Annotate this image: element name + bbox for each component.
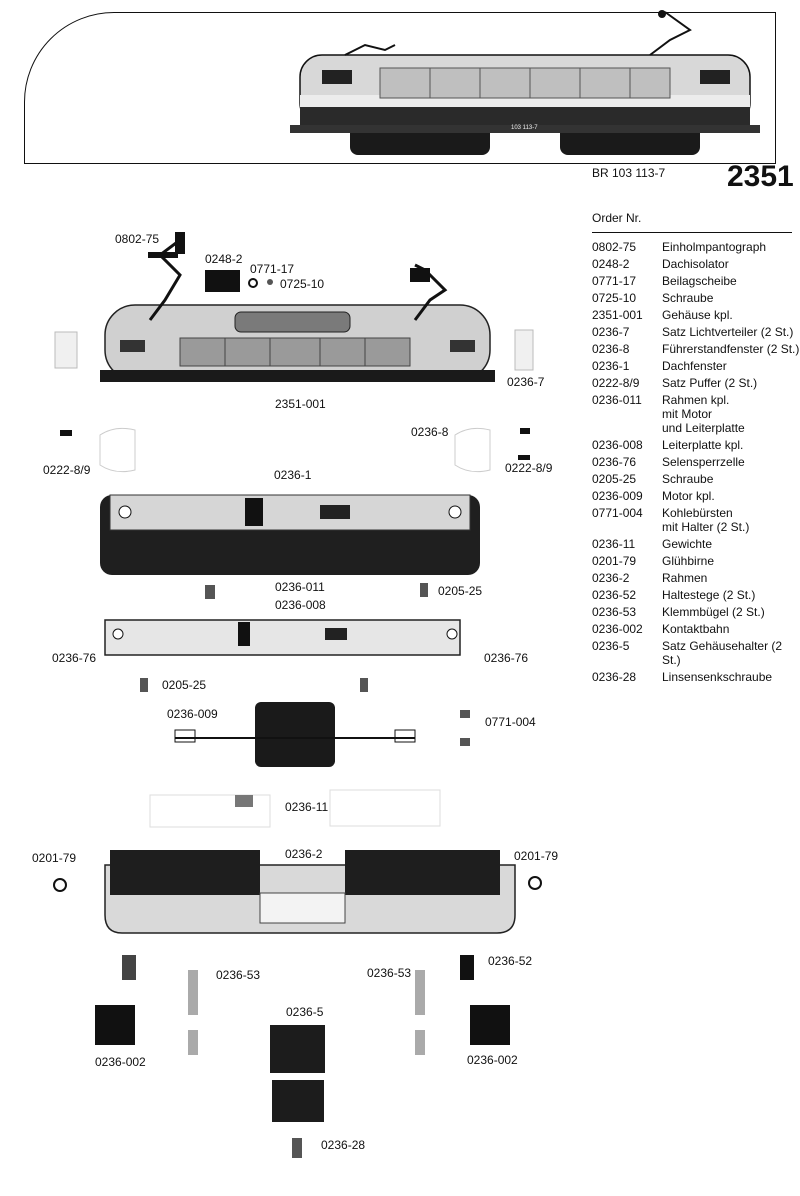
part-number: 0802-75 bbox=[592, 240, 637, 254]
callout-selenium-right: 0236-76 bbox=[484, 651, 529, 665]
header-locomotive-illustration bbox=[290, 10, 760, 155]
table-row bbox=[592, 240, 800, 254]
order-table-rule bbox=[592, 232, 792, 233]
part-description: Führerstandfenster (2 St.) bbox=[662, 342, 800, 356]
table-row bbox=[592, 376, 800, 390]
part-description: Einholmpantograph bbox=[662, 240, 767, 254]
table-row bbox=[592, 393, 800, 435]
part-number: 0236-011 bbox=[592, 393, 642, 407]
callout-roof-insulator: 0248-2 bbox=[205, 252, 243, 266]
callout-clip-left: 0236-53 bbox=[216, 968, 261, 982]
part-description: Schraube bbox=[662, 291, 714, 305]
table-row bbox=[592, 605, 800, 619]
table-row bbox=[592, 472, 800, 486]
callout-pantograph: 0802-75 bbox=[115, 232, 160, 246]
callout-bracket: 0236-52 bbox=[488, 954, 533, 968]
part-description: Motor kpl. bbox=[662, 489, 715, 503]
table-row bbox=[592, 489, 800, 503]
part-description: Gewichte bbox=[662, 537, 713, 551]
callout-bulb-left: 0201-79 bbox=[32, 851, 77, 865]
part-number: 0236-2 bbox=[592, 571, 630, 585]
callout-motor: 0236-009 bbox=[167, 707, 218, 721]
callout-weights: 0236-11 bbox=[285, 800, 329, 814]
callout-contact-right: 0236-002 bbox=[467, 1053, 518, 1067]
part-number: 0236-53 bbox=[592, 605, 637, 619]
part-description: Leiterplatte kpl. bbox=[662, 438, 744, 452]
table-row bbox=[592, 257, 800, 271]
part-description: Kohlebürsten mit Halter (2 St.) bbox=[662, 506, 750, 534]
callout-buffer-right: 0222-8/9 bbox=[505, 461, 553, 475]
callout-cab-window: 0236-8 bbox=[411, 425, 449, 439]
part-description: Satz Lichtverteiler (2 St.) bbox=[662, 325, 794, 339]
callout-frame: 0236-2 bbox=[285, 847, 323, 861]
table-row bbox=[592, 274, 800, 288]
part-description: Haltestege (2 St.) bbox=[662, 588, 756, 602]
callout-screw-roof: 0725-10 bbox=[280, 277, 325, 291]
callout-brushes: 0771-004 bbox=[485, 715, 536, 729]
part-number: 0236-009 bbox=[592, 489, 643, 503]
table-row bbox=[592, 342, 800, 356]
part-description: Dachisolator bbox=[662, 257, 729, 271]
table-row bbox=[592, 537, 800, 551]
callout-frame-complete: 0236-011 bbox=[275, 580, 325, 594]
table-row bbox=[592, 438, 800, 452]
table-row bbox=[592, 588, 800, 602]
housing-illustration bbox=[100, 232, 495, 382]
part-number: 2351-001 bbox=[592, 308, 643, 322]
part-number: 0236-7 bbox=[592, 325, 630, 339]
part-number: 0236-5 bbox=[592, 639, 630, 653]
part-description: Gehäuse kpl. bbox=[662, 308, 733, 322]
table-row bbox=[592, 455, 800, 469]
window-buffer-illustration bbox=[60, 428, 530, 472]
callout-contact-left: 0236-002 bbox=[95, 1055, 146, 1069]
part-number: 0236-002 bbox=[592, 622, 643, 636]
part-number: 0205-25 bbox=[592, 472, 637, 486]
part-description: Klemmbügel (2 St.) bbox=[662, 605, 765, 619]
callout-screw-upper: 0205-25 bbox=[438, 584, 483, 598]
callout-holder: 0236-5 bbox=[286, 1005, 324, 1019]
motor-illustration bbox=[175, 702, 470, 767]
callout-buffer-left: 0222-8/9 bbox=[43, 463, 91, 477]
callout-circuit-board: 0236-008 bbox=[275, 598, 326, 612]
table-row bbox=[592, 670, 800, 684]
table-row bbox=[592, 325, 800, 339]
callout-washer: 0771-17 bbox=[250, 262, 295, 276]
table-row bbox=[592, 308, 800, 322]
table-row bbox=[592, 622, 800, 636]
part-description: Beilagscheibe bbox=[662, 274, 737, 288]
part-description: Satz Puffer (2 St.) bbox=[662, 376, 758, 390]
callout-light-distributor: 0236-7 bbox=[507, 375, 545, 389]
part-number: 0248-2 bbox=[592, 257, 630, 271]
table-row bbox=[592, 571, 800, 585]
part-description: Rahmen bbox=[662, 571, 708, 585]
part-number: 0236-28 bbox=[592, 670, 637, 684]
circuit-board-illustration bbox=[105, 620, 460, 655]
order-table-title: Order Nr. bbox=[592, 211, 642, 225]
part-number: 0771-004 bbox=[592, 506, 643, 520]
bottom-parts-illustration bbox=[95, 955, 510, 1158]
part-number: 0771-17 bbox=[592, 274, 637, 288]
part-number: 0236-52 bbox=[592, 588, 637, 602]
part-description: Satz Gehäusehalter (2 St.) bbox=[662, 639, 783, 667]
callout-selenium-left: 0236-76 bbox=[52, 651, 97, 665]
loco-number-plate: 103 113-7 bbox=[511, 125, 538, 131]
callout-bulb-right: 0201-79 bbox=[514, 849, 559, 863]
table-row bbox=[592, 291, 800, 305]
table-row bbox=[592, 639, 800, 667]
part-description: Linsensenkschraube bbox=[662, 670, 773, 684]
part-number: 0236-8 bbox=[592, 342, 630, 356]
part-number: 0725-10 bbox=[592, 291, 637, 305]
table-row bbox=[592, 359, 800, 373]
table-row bbox=[592, 506, 800, 534]
frame-illustration bbox=[54, 850, 541, 933]
part-number: 0236-1 bbox=[592, 359, 630, 373]
callout-clip-right: 0236-53 bbox=[367, 966, 412, 980]
table-row bbox=[592, 554, 800, 568]
callout-screw-lower: 0205-25 bbox=[162, 678, 207, 692]
callout-roof-window: 0236-1 bbox=[274, 468, 312, 482]
part-description: Kontaktbahn bbox=[662, 622, 730, 636]
part-description: Rahmen kpl. mit Motor und Leiterplatte bbox=[662, 393, 745, 435]
part-number: 0236-76 bbox=[592, 455, 637, 469]
part-description: Dachfenster bbox=[662, 359, 727, 373]
part-number: 0222-8/9 bbox=[592, 376, 640, 390]
callout-housing: 2351-001 bbox=[275, 397, 326, 411]
frame-complete-illustration bbox=[100, 495, 480, 575]
model-number: 2351 bbox=[727, 160, 794, 193]
part-number: 0236-008 bbox=[592, 438, 643, 452]
part-description: Glühbirne bbox=[662, 554, 715, 568]
parts-table bbox=[592, 240, 800, 687]
part-number: 0236-11 bbox=[592, 537, 636, 551]
part-description: Selensperrzelle bbox=[662, 455, 745, 469]
callout-countersunk-screw: 0236-28 bbox=[321, 1138, 366, 1152]
part-number: 0201-79 bbox=[592, 554, 637, 568]
part-description: Schraube bbox=[662, 472, 714, 486]
model-subtitle: BR 103 113-7 bbox=[592, 166, 666, 180]
